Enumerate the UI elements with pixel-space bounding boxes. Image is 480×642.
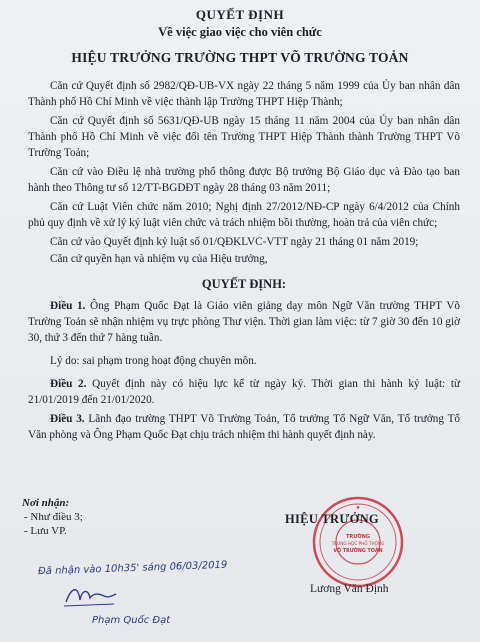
preamble-4: Căn cứ Luật Viên chức năm 2010; Nghị định 27/2012/NĐ-CP ngày 6/4/2012 của Chính phủ quy định về xử lý kỷ luật viên chức và trách nhiệm bồi thường, hoàn trả của viên chức; <box>28 201 460 229</box>
signer-name: Lương Văn Định <box>310 583 389 595</box>
article-3-text: Lãnh đạo trường THPT Võ Trường Toản, Tổ trưởng Tổ Ngữ Văn, Tổ trưởng Tổ Văn phòng và Ông Phạm Quốc Đạt chịu trách nhiệm thi hành quyết định này. <box>28 413 460 441</box>
svg-text:VÕ TRƯỜNG TOẢN: VÕ TRƯỜNG TOẢN <box>333 549 383 554</box>
document-title: QUYẾT ĐỊNH <box>195 7 285 22</box>
receiver-name-handwritten: Phạm Quốc Đạt <box>92 615 171 626</box>
article-2 <box>28 376 460 408</box>
recipients-block <box>22 496 83 538</box>
recipients-heading: Nơi nhận: <box>22 497 70 509</box>
receiver-signature-scribble <box>60 582 120 610</box>
reason-line: Lý do: sai phạm trong hoạt động chuyên môn. <box>50 355 257 367</box>
preamble-2: Căn cứ Quyết định số 5631/QĐ-UB ngày 15 tháng 11 năm 2004 của Ủy ban nhân dân Thành phố Hồ Chí Minh về việc đổi tên Trường THPT Hiệp Thành thành Trường THPT Võ Trường Toản; <box>28 115 460 159</box>
preamble-1: Căn cứ Quyết định số 2982/QĐ-UB-VX ngày 22 tháng 5 năm 1999 của Ủy ban nhân dân Thành phố Hồ Chí Minh về việc thành lập Trường THPT Hiệp Thành; <box>28 80 460 108</box>
recipient-item: - Lưu VP. <box>24 525 67 537</box>
school-seal-stamp <box>310 494 406 590</box>
svg-text:★: ★ <box>355 505 361 511</box>
article-2-text: Quyết định này có hiệu lực kể từ ngày ký. Thời gian thi hành kỷ luật: từ 21/01/2019 đến 21/01/2020. <box>28 378 461 406</box>
issuer-title: HIỆU TRƯỞNG TRƯỜNG THPT VÕ TRƯỜNG TOẢN <box>71 50 409 65</box>
signature-title: HIỆU TRƯỞNG <box>285 512 379 526</box>
recipient-item: - Như điều 3; <box>24 511 83 523</box>
article-1-text: Ông Phạm Quốc Đạt là Giáo viên giảng dạy môn Ngữ Văn trường THPT Võ Trường Toản sẽ nhận nhiệm vụ trực phòng Thư viện. Thời gian làm việc: từ 7 giờ 30 đến 10 giờ 30, thứ 3 đến thứ 7 hàng tuần. <box>28 300 461 344</box>
svg-text:TRUNG HỌC PHỔ THÔNG: TRUNG HỌC PHỔ THÔNG <box>331 541 385 546</box>
document-body <box>28 78 460 446</box>
preamble-6: Căn cứ quyền hạn và nhiệm vụ của Hiệu trưởng, <box>50 253 268 265</box>
preamble-3: Căn cứ vào Điều lệ nhà trường phổ thông được Bộ trưởng Bộ Giáo dục và Đào tạo ban hành theo Thông tư số 12/TT-BGDĐT ngày 28 tháng 03 năm 2011; <box>28 166 460 194</box>
article-2-label: Điều 2. <box>50 378 87 390</box>
decision-heading: QUYẾT ĐỊNH: <box>201 277 287 291</box>
article-1-label: Điều 1. <box>50 300 86 312</box>
article-1 <box>28 298 460 346</box>
received-note-handwritten: Đã nhận vào 10h35' sáng 06/03/2019 <box>37 559 228 578</box>
document-subtitle: Về việc giao việc cho viên chức <box>158 25 322 39</box>
preamble-5: Căn cứ vào Quyết định kỷ luật số 01/QĐKLVC-VTT ngày 21 tháng 01 năm 2019; <box>50 236 419 248</box>
article-3 <box>28 411 460 443</box>
article-3-label: Điều 3. <box>50 413 85 425</box>
svg-text:TRƯỜNG: TRƯỜNG <box>345 534 371 540</box>
